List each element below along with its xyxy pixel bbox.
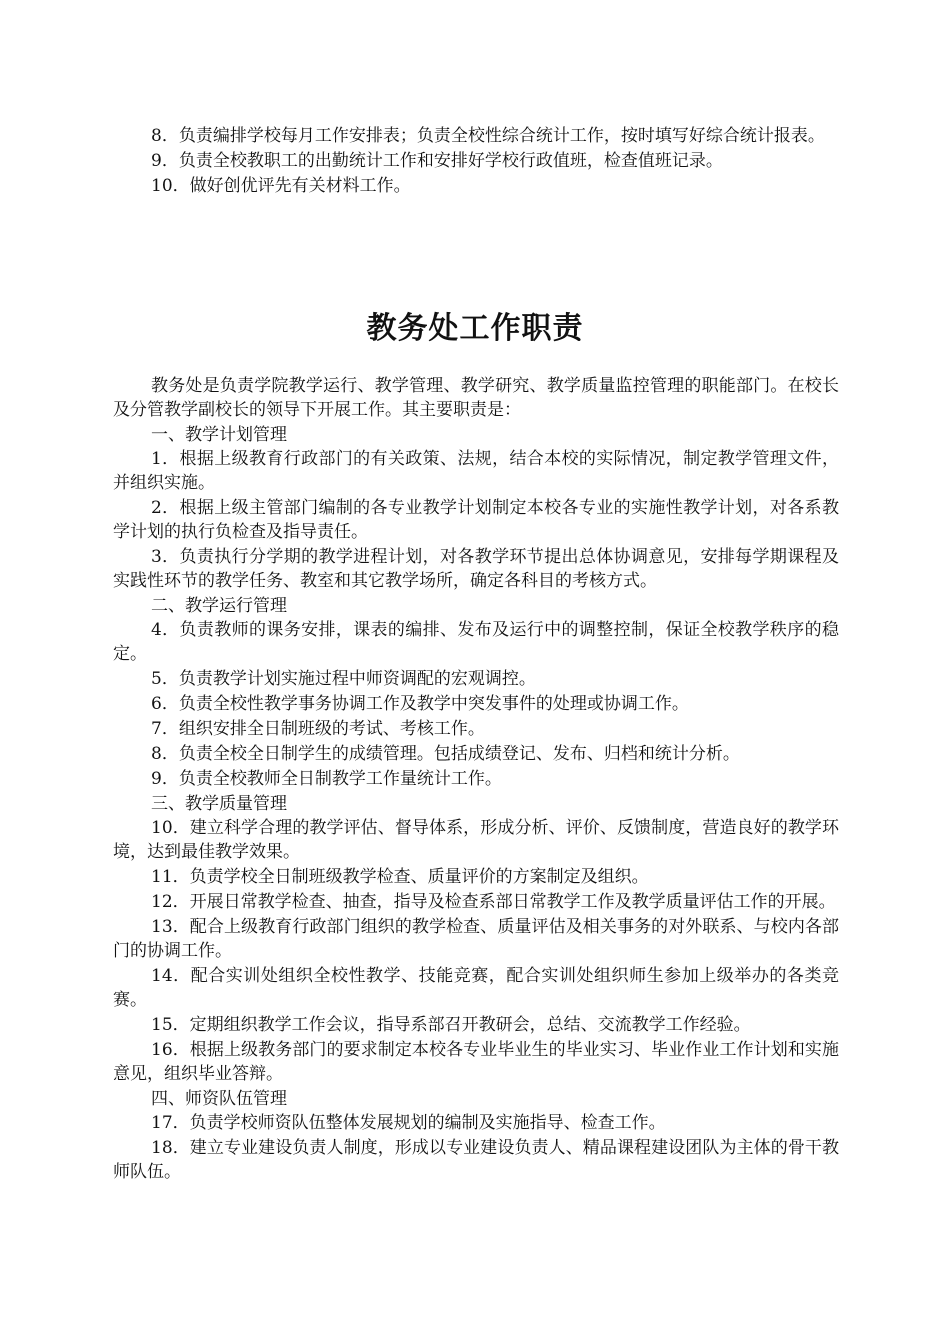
section-heading: 二、教学运行管理: [151, 596, 287, 616]
list-item: 3．负责执行分学期的教学进程计划，对各教学环节提出总体协调意见，安排每学期课程及实践性环节的教学任务、教室和其它教学场所，确定各科目的考核方式。: [113, 547, 839, 591]
list-item: 9．负责全校教师全日制教学工作量统计工作。: [151, 769, 502, 789]
list-item: 9．负责全校教职工的出勤统计工作和安排好学校行政值班，检查值班记录。: [151, 151, 723, 171]
page-title: 教务处工作职责: [366, 311, 584, 346]
list-item: 14．配合实训处组织全校性教学、技能竞赛，配合实训处组织师生参加上级举办的各类竞赛。: [113, 966, 839, 1010]
list-item: 5．负责教学计划实施过程中师资调配的宏观调控。: [151, 669, 536, 689]
list-item: 15．定期组织教学工作会议，指导系部召开教研会，总结、交流教学工作经验。: [151, 1015, 751, 1035]
list-item: 18．建立专业建设负责人制度，形成以专业建设负责人、精品课程建设团队为主体的骨干教师队伍。: [113, 1138, 839, 1182]
list-item: 13．配合上级教育行政部门组织的教学检查、质量评估及相关事务的对外联系、与校内各部门的协调工作。: [113, 917, 839, 961]
list-item: 1．根据上级教育行政部门的有关政策、法规，结合本校的实际情况，制定教学管理文件，并组织实施。: [113, 449, 839, 493]
top-item-list: [113, 124, 839, 199]
list-item: 8．负责全校全日制学生的成绩管理。包括成绩登记、发布、归档和统计分析。: [151, 744, 740, 764]
list-item: 7．组织安排全日制班级的考试、考核工作。: [151, 719, 485, 739]
list-item: 10．建立科学合理的教学评估、督导体系，形成分析、评价、反馈制度，营造良好的教学环境，达到最佳教学效果。: [113, 818, 839, 862]
list-item: 8．负责编排学校每月工作安排表；负责全校性综合统计工作，按时填写好综合统计报表。: [151, 126, 825, 146]
list-item: 6．负责全校性教学事务协调工作及教学中突发事件的处理或协调工作。: [151, 694, 689, 714]
list-item: 10．做好创优评先有关材料工作。: [151, 176, 411, 196]
list-item: 17．负责学校师资队伍整体发展规划的编制及实施指导、检查工作。: [151, 1113, 666, 1133]
list-item: 4．负责教师的课务安排，课表的编排、发布及运行中的调整控制，保证全校教学秩序的稳定。: [113, 620, 839, 664]
list-item: 12．开展日常教学检查、抽查，指导及检查系部日常教学工作及教学质量评估工作的开展。: [151, 892, 836, 912]
list-item: 2．根据上级主管部门编制的各专业教学计划制定本校各专业的实施性教学计划，对各系教学计划的执行负检查及指导责任。: [113, 498, 839, 542]
section-heading: 四、师资队伍管理: [151, 1089, 287, 1109]
section-heading: 三、教学质量管理: [151, 794, 287, 814]
list-item: 16．根据上级教务部门的要求制定本校各专业毕业生的毕业实习、毕业作业工作计划和实施意见，组织毕业答辩。: [113, 1040, 839, 1084]
list-item: 11．负责学校全日制班级教学检查、质量评价的方案制定及组织。: [151, 867, 649, 887]
duty-body: [113, 374, 839, 1185]
section-heading: 一、教学计划管理: [151, 425, 287, 445]
intro-paragraph: 教务处是负责学院教学运行、教学管理、教学研究、教学质量监控管理的职能部门。在校长及分管教学副校长的领导下开展工作。其主要职责是：: [113, 376, 839, 420]
